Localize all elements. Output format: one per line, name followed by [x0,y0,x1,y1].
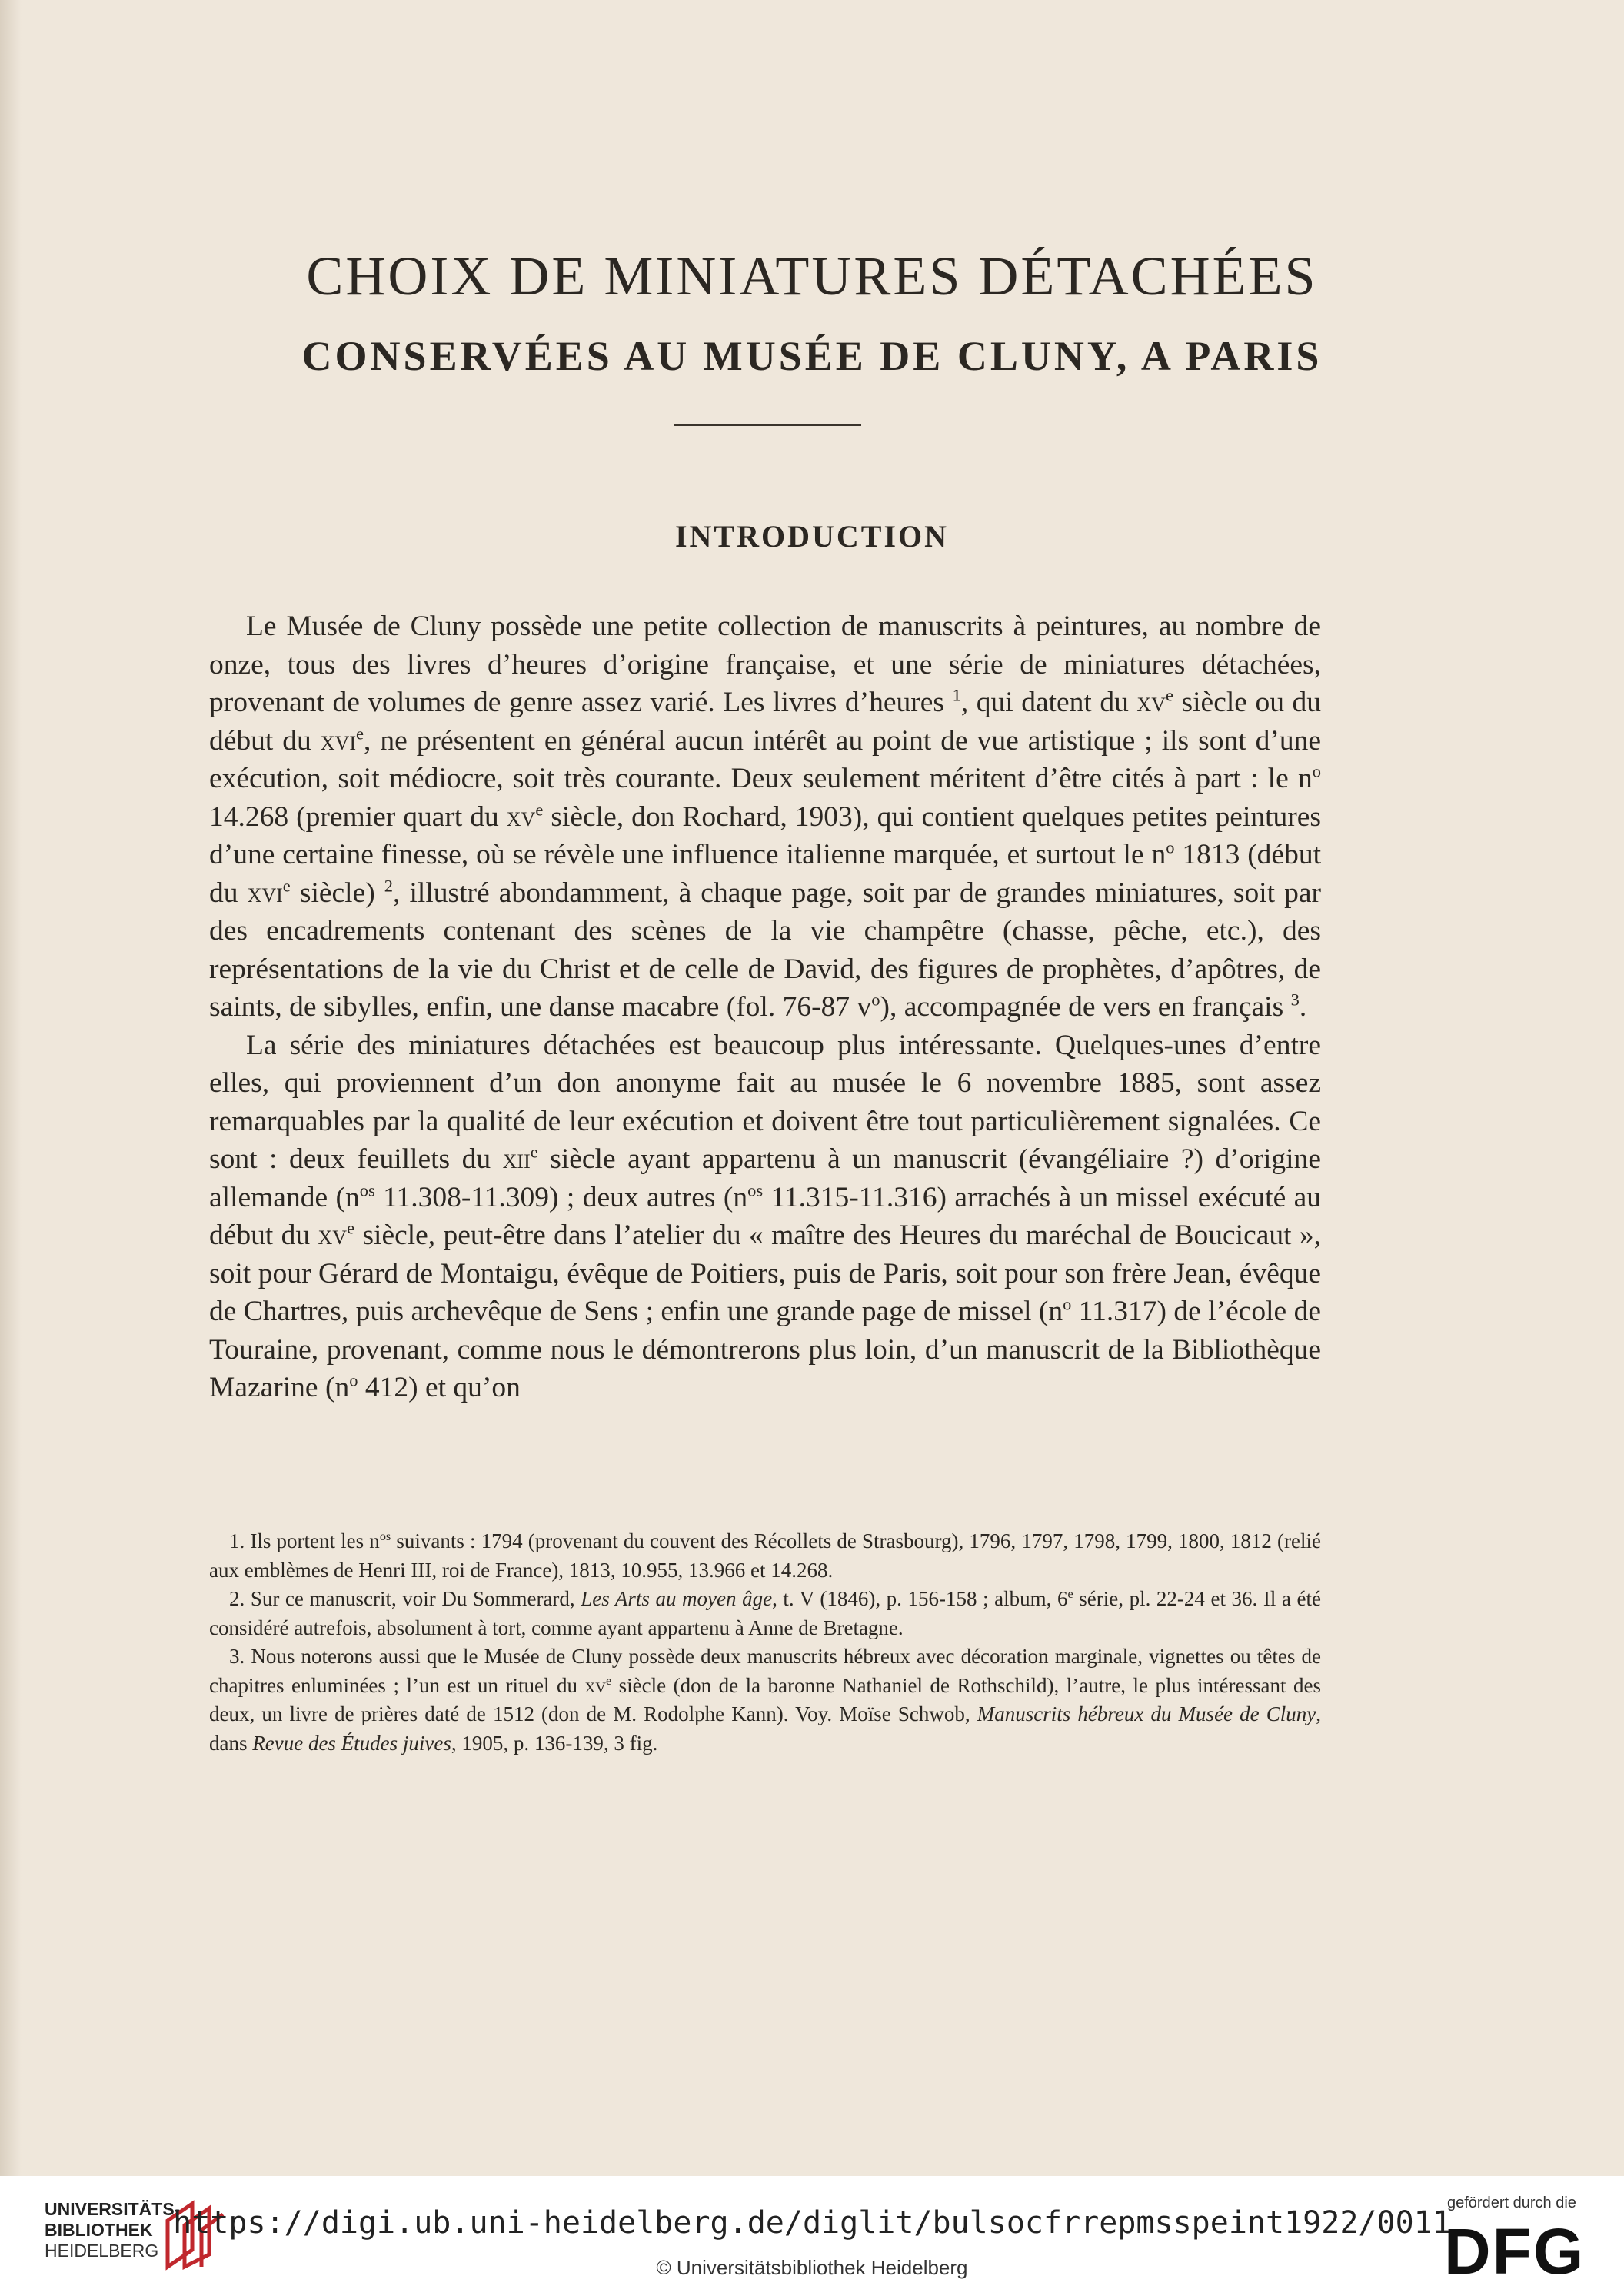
library-name-line1: UNIVERSITÄTS- [45,2199,181,2219]
copyright-notice: © Universitätsbibliothek Heidelberg [656,2256,968,2279]
permalink-url[interactable]: https://digi.ub.uni-heidelberg.de/diglit/bulsocfrrepmsspeint1922/0011 [173,2205,1451,2241]
viewer-footer [0,2176,1624,2296]
page-edge-shadow [0,0,22,2176]
footnotes [209,1527,1321,1758]
paragraph-2: La série des miniatures détachées est beaucoup plus intéressante. Quelques-unes d’entre elles, qui proviennent d’un don anonyme fait au musée le 6 novembre 1885, sont assez remarquables par la qualité de leur exécution et doivent être tout particulièrement signalées. Ce sont : deux feuillets du xii$^e$ siècle ayant appartenu à un manuscrit (évangéliaire ?) d’origine allemande ($n^{os}$ 11.308-11.309) ; deux autres ($n^{os}$ 11.315-11.316) arrachés à un missel exécuté au début du $xv^e$ siècle, peut-être dans l’atelier du « maître des Heures du maréchal de Boucicaut », soit pour Gérard de Montaigu, évêque de Poitiers, puis de Paris, soit pour son frère Jean, évêque de Chartres, puis archevêque de Sens ; enfin une grande page de missel ($n^o$ 11.317) de l’école de Touraine, provenant, comme nous le démontrerons plus loin, d’un manuscrit de la Bibliothèque Mazarine ($n^o$ 412) et qu’on [209,1029,1321,1403]
body-text [209,607,1321,1407]
page-title: CHOIX DE MINIATURES DÉTACHÉES [306,245,1318,307]
library-name-line2: BIBLIOTHEK [45,2220,153,2240]
funding-note: gefördert durch die [1447,2195,1576,2211]
section-heading: INTRODUCTION [674,519,950,554]
footnote-1: 1. Ils portent les $n^{os}$ suivants : 1794 (provenant du couvent des Récollets de Strasbourg), 1796, 1797, 1798, 1799, 1800, 1812 (relié aux emblèmes de Henri III, roi de France), 1813, 10.955, 13.966 et 14.268. [209,1529,1321,1582]
library-name-line3: HEIDELBERG [45,2241,159,2261]
page-subtitle: CONSERVÉES AU MUSÉE DE CLUNY, A PARIS [301,333,1323,379]
footnote-3: 3. Nous noterons aussi que le Musée de Cluny possède deux manuscrits hébreux avec décoration marginale, vignettes ou têtes de chapitres enluminées ; l’un est un rituel du $xv^e$ siècle (don de la baronne Nathaniel de Rothschild), l’autre, le plus intéressant des deux, un livre de prières daté de 1512 (don de M. Rodolphe Kann). Voy. Moïse Schwob, Manuscrits hébreux du Musée de Cluny, dans Revue des Études juives, 1905, p. 136-139, 3 fig. [209,1645,1321,1755]
paragraph-1: Le Musée de Cluny possède une petite collection de manuscrits à peintures, au nombre de onze, tous des livres d’heures d’origine française, et une série de miniatures détachées, provenant de volumes de genre assez varié. Les livres d’heures $^1$, qui datent du $xv^e$ siècle ou du début du xvi$^e$, ne présentent en général aucun intérêt au point de vue artistique ; ils sont d’une exécution, soit médiocre, soit très courante. Deux seulement méritent d’être cités à part : le $n^o$ 14.268 (premier quart du $xv^e$ siècle, don Rochard, 1903), qui contient quelques petites peintures d’une certaine finesse, où se révèle une influence italienne marquée, et surtout le $n^o$ 1813 (début du xvi$^e$ siècle) $^2$, illustré abondamment, à chaque page, soit par de grandes miniatures, soit par des encadrements contenant des scènes de la vie champêtre (chasse, pêche, etc.), des représentations de la vie du Christ et de celle de David, des figures de prophètes, d’apôtres, de saints, de sibylles, enfin, une danse macabre (fol. 76-87 $v^o$), accompagnée de vers en français $^3$. [209,611,1322,1023]
dfg-logo[interactable]: DFG [1444,2215,1586,2288]
footnote-2: 2. Sur ce manuscrit, voir Du Sommerard, Les Arts au moyen âge, t. V (1846), p. 156-158 ; album, 6e série, pl. 22-24 et 36. Il a été considéré autrefois, absolument à tort, comme ayant appartenu à Anne de Bretagne. [209,1587,1322,1639]
title-divider [674,424,861,426]
